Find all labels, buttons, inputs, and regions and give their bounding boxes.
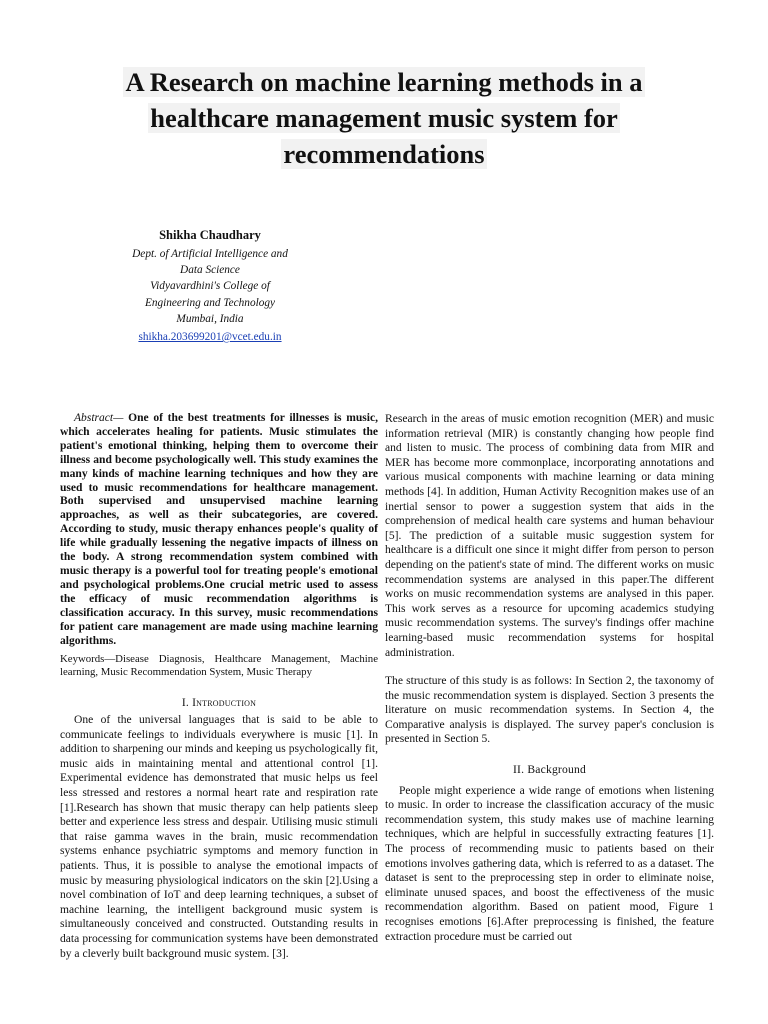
introduction-text: One of the universal languages that is said to be able to communicate feelings to individuals everywhere is music [1]. In addition to sharpening our minds and keeping us psychologically fit, music aids in maintaining mental and attentional control [1]. Experimental evidence has demonstrated that music helps us feel less stressed and restores a normal heart rate and respiration rate [1].Research has shown that music therapy can help patients sleep better and experience less stress and despair. Utilising music stimuli that raise gamma waves in the brain, music recommendation systems enhance psychiatric symptoms and memory function in patients. Thus, it is possible to analyse the emotional impacts of music by measuring physiological indicators on the skin [2].Using a novel combination of IoT and deep learning techniques, a subset of machine learning, the intelligent background music system is simultaneously conceived and constructed. Outstanding results in data processing for communication systems have been demonstrated by a cleverly built background music system. [3]. — [60, 714, 378, 960]
affiliation-line: Vidyavardhini's College of — [150, 280, 270, 293]
affiliation-line: Mumbai, India — [176, 312, 244, 325]
section-heading-introduction: I. Introduction — [181, 696, 257, 710]
title-line-3: recommendations — [283, 139, 485, 169]
affiliation-line: Engineering and Technology — [144, 296, 276, 309]
author-name: Shikha Chaudhary — [159, 228, 261, 242]
abstract-label: Abstract— — [74, 412, 124, 424]
right-paragraph-2: The structure of this study is as follows: In Section 2, the taxonomy of the music recommendation system is displayed. Section 3 presents the literature on music recommendation systems. In Section 4, the Comparative analysis is displayed. The survey paper's conclusion is presented in Section 5. — [385, 675, 714, 746]
author-email-link[interactable]: shikha.203699201@vcet.edu.in — [138, 331, 282, 344]
abstract-text: One of the best treatments for illnesses is music, which accelerates healing for patients. Music stimulates the patient's emotional thinking, helping them to overcome their illness and become psychologically well. This study examines the many kinds of machine learning techniques and how they are used to music recommendations for healthcare management. Both supervised and unsupervised machine learning approaches, as well as their subcategories, are covered. According to study, music therapy enhances people's quality of life while gradually lessening the negative impacts of illness on the body. A strong recommendation system combined with music therapy is a powerful tool for treating people's emotional and psychological problems.One crucial metric used to assess the efficacy of music recommendation algorithms is classification accuracy. In this survey, music recommendations for patient care management are made using machine learning algorithms. — [60, 412, 378, 647]
title-line-1: A Research on machine learning methods in a — [125, 67, 643, 97]
affiliation-line: Data Science — [180, 264, 240, 277]
affiliation-line: Dept. of Artificial Intelligence and — [132, 248, 288, 260]
author-block — [60, 226, 360, 345]
abstract — [60, 412, 378, 648]
title-line-2: healthcare management music system for — [150, 103, 618, 133]
right-column — [385, 412, 714, 944]
keywords: Keywords—Disease Diagnosis, Healthcare Management, Machine learning, Music Recommendation System, Music Therapy — [60, 653, 378, 679]
right-paragraph-1: Research in the areas of music emotion recognition (MER) and music information retrieval (MIR) is constantly changing how people find and listen to music. The process of combining data from MIR and MER has become more commonplace, incorporating annotations and various musical components with machine learning or data mining methods [4]. In addition, Human Activity Recognition makes use of an inertial sensor to power a suggestion system that aids in the comprehension of medical health care systems and human behaviour [5]. The prediction of a suitable music suggestion system for healthcare is a difficult one since it might differ from person to person depending on the patient's state of mind. The different works on music recommendation systems are analysed in this paper.The different works on music recommendation systems are analysed in this paper. This work serves as a resource for upcoming academics studying music recommendation systems. The survey's findings offer machine learning-based music recommendation systems for hospital administration. — [385, 413, 714, 659]
left-column — [60, 412, 378, 961]
author-affiliation — [60, 246, 360, 327]
section-heading-background: II. Background — [513, 763, 586, 777]
background-text: People might experience a wide range of emotions when listening to music. In order to increase the classification accuracy of the music recommendation system, this study makes use of machine learning techniques, which are helpful in successfully extracting features [1]. The process of recommending music to patients based on their emotions involves gathering data, which is referred to as a dataset. The dataset is sent to the preprocessing step in order to eliminate noise, eliminate unused spaces, and boost the effectiveness of the music recommendation algorithm. Based on patient mood, Figure 1 recognises emotions [6].After preprocessing is finished, the feature extraction procedure must be carried out — [385, 784, 714, 943]
paper-title — [60, 64, 708, 172]
